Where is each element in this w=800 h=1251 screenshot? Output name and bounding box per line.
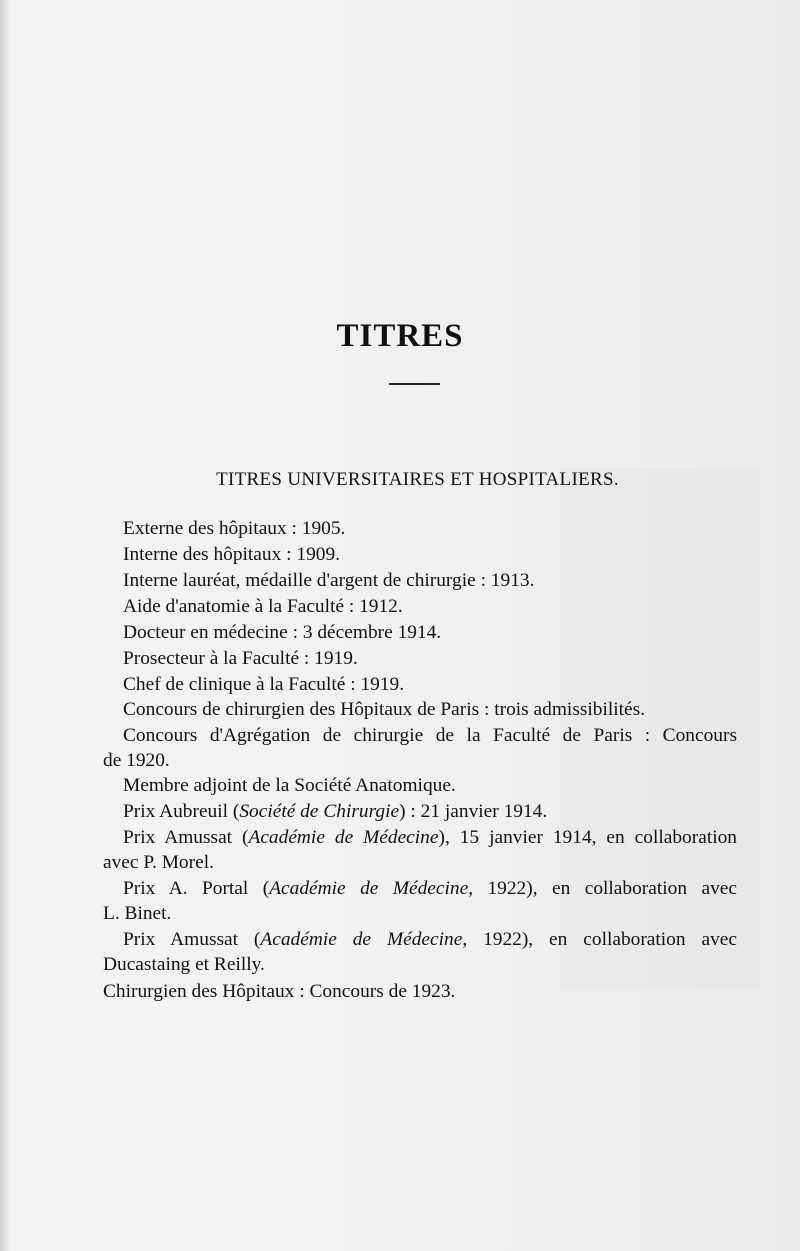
section-heading: TITRES UNIVERSITAIRES ET HOSPITALIERS.: [216, 469, 619, 490]
entry-membre-adjoint: Membre adjoint de la Société Anatomique.: [123, 775, 456, 796]
prize-portal: Prix A. Portal (Académie de Médecine, 1922), en collaboration avec: [123, 878, 737, 899]
entry-chef-clinique: Chef de clinique à la Faculté : 1919.: [123, 674, 405, 695]
page-title: TITRES: [336, 318, 464, 354]
entry-prosecteur: Prosecteur à la Faculté : 1919.: [123, 648, 358, 669]
prize-portal-cont: L. Binet.: [103, 903, 172, 924]
entry-externe: Externe des hôpitaux : 1905.: [123, 518, 346, 539]
entry-concours-chirurgien: Concours de chirurgien des Hôpitaux de Paris : trois admissibilités.: [123, 699, 646, 720]
entry-concours-agregation: Concours d'Agrégation de chirurgie de la Faculté de Paris : Concours: [123, 725, 737, 746]
prize-amussat-1914-cont: avec P. Morel.: [103, 852, 214, 873]
entry-docteur: Docteur en médecine : 3 décembre 1914.: [123, 622, 442, 643]
entry-interne: Interne des hôpitaux : 1909.: [123, 544, 341, 565]
page-gutter-shadow: [0, 0, 10, 1251]
final-entry: Chirurgien des Hôpitaux : Concours de 1923.: [103, 981, 456, 1002]
title-rule: [389, 383, 440, 385]
prize-amussat-1914: Prix Amussat (Académie de Médecine), 15 janvier 1914, en collaboration: [123, 827, 737, 848]
prize-aubreuil-society: Société de Chirurgie: [239, 801, 400, 822]
entry-interne-laureat: Interne lauréat, médaille d'argent de chirurgie : 1913.: [123, 570, 535, 591]
prize-aubreuil: Prix Aubreuil (Société de Chirurgie) : 21 janvier 1914.: [123, 801, 548, 822]
entry-aide-anatomie: Aide d'anatomie à la Faculté : 1912.: [123, 596, 403, 617]
entry-concours-agregation-cont: de 1920.: [103, 750, 170, 771]
prize-amussat-1922-cont: Ducastaing et Reilly.: [103, 954, 265, 975]
prize-amussat-1922: Prix Amussat (Académie de Médecine, 1922), en collaboration avec: [123, 929, 737, 950]
